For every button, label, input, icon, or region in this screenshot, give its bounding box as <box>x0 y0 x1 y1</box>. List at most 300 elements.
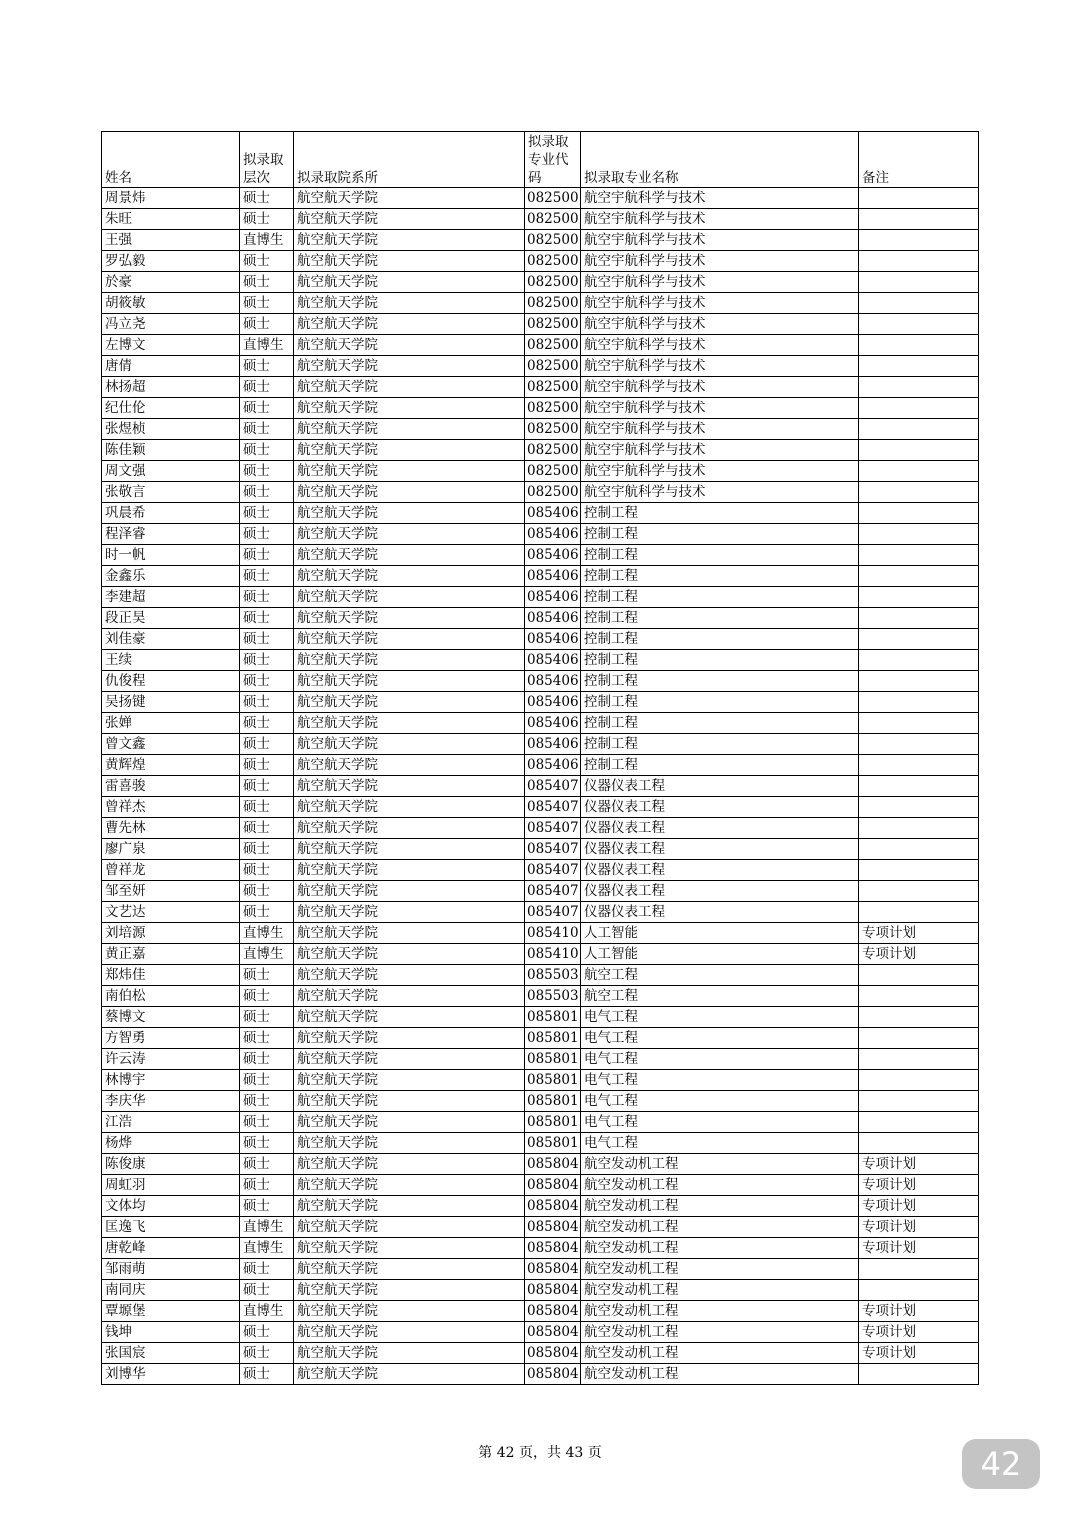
cell-major-code: 085406 <box>525 524 581 545</box>
cell-major-name: 航空发动机工程 <box>581 1154 859 1175</box>
cell-department: 航空航天学院 <box>294 755 525 776</box>
cell-note <box>859 1112 979 1133</box>
cell-major-code: 082500 <box>525 272 581 293</box>
cell-major-name: 控制工程 <box>581 755 859 776</box>
cell-department: 航空航天学院 <box>294 1091 525 1112</box>
cell-department: 航空航天学院 <box>294 797 525 818</box>
cell-level: 硕士 <box>240 356 294 377</box>
table-row <box>102 650 979 671</box>
cell-level: 硕士 <box>240 1322 294 1343</box>
cell-name: 钱坤 <box>102 1322 240 1343</box>
cell-name: 蔡博文 <box>102 1007 240 1028</box>
table-row <box>102 902 979 923</box>
cell-name: 罗弘毅 <box>102 251 240 272</box>
table-row <box>102 1049 979 1070</box>
cell-major-code: 085406 <box>525 503 581 524</box>
table-row <box>102 755 979 776</box>
cell-note <box>859 293 979 314</box>
cell-major-name: 航空发动机工程 <box>581 1217 859 1238</box>
cell-major-code: 082500 <box>525 377 581 398</box>
cell-note: 专项计划 <box>859 1322 979 1343</box>
table-row <box>102 314 979 335</box>
table-row <box>102 944 979 965</box>
cell-level: 硕士 <box>240 1112 294 1133</box>
cell-name: 张敬言 <box>102 482 240 503</box>
cell-major-code: 085406 <box>525 608 581 629</box>
cell-level: 硕士 <box>240 482 294 503</box>
cell-major-code: 085503 <box>525 965 581 986</box>
cell-note <box>859 1280 979 1301</box>
cell-major-code: 085407 <box>525 797 581 818</box>
cell-level: 直博生 <box>240 1301 294 1322</box>
table-row <box>102 1091 979 1112</box>
cell-major-name: 控制工程 <box>581 608 859 629</box>
cell-department: 航空航天学院 <box>294 1028 525 1049</box>
cell-department: 航空航天学院 <box>294 1280 525 1301</box>
cell-major-name: 电气工程 <box>581 1070 859 1091</box>
cell-major-code: 082500 <box>525 188 581 209</box>
cell-major-name: 控制工程 <box>581 587 859 608</box>
cell-major-code: 085804 <box>525 1175 581 1196</box>
cell-major-code: 082500 <box>525 335 581 356</box>
cell-major-name: 航空宇航科学与技术 <box>581 251 859 272</box>
cell-note <box>859 524 979 545</box>
cell-name: 方智勇 <box>102 1028 240 1049</box>
cell-name: 曾祥龙 <box>102 860 240 881</box>
table-row <box>102 230 979 251</box>
cell-note <box>859 839 979 860</box>
cell-major-code: 085804 <box>525 1217 581 1238</box>
cell-major-name: 航空发动机工程 <box>581 1301 859 1322</box>
cell-note <box>859 188 979 209</box>
table-row <box>102 1301 979 1322</box>
cell-major-name: 航空宇航科学与技术 <box>581 461 859 482</box>
cell-name: 金鑫乐 <box>102 566 240 587</box>
cell-note <box>859 755 979 776</box>
admission-table <box>101 131 979 1385</box>
cell-department: 航空航天学院 <box>294 1217 525 1238</box>
table-row <box>102 1133 979 1154</box>
cell-note <box>859 503 979 524</box>
cell-note: 专项计划 <box>859 1196 979 1217</box>
header-name: 姓名 <box>102 132 240 188</box>
cell-level: 硕士 <box>240 545 294 566</box>
cell-level: 硕士 <box>240 503 294 524</box>
cell-level: 硕士 <box>240 965 294 986</box>
cell-name: 胡筱敏 <box>102 293 240 314</box>
cell-level: 硕士 <box>240 1091 294 1112</box>
cell-name: 刘博华 <box>102 1364 240 1385</box>
table-row <box>102 272 979 293</box>
cell-name: 廖广泉 <box>102 839 240 860</box>
cell-note <box>859 1133 979 1154</box>
cell-note <box>859 587 979 608</box>
cell-note <box>859 356 979 377</box>
cell-department: 航空航天学院 <box>294 566 525 587</box>
cell-department: 航空航天学院 <box>294 587 525 608</box>
cell-major-name: 航空宇航科学与技术 <box>581 230 859 251</box>
table-row <box>102 503 979 524</box>
cell-major-code: 082500 <box>525 293 581 314</box>
cell-level: 硕士 <box>240 650 294 671</box>
cell-level: 硕士 <box>240 1259 294 1280</box>
cell-major-name: 电气工程 <box>581 1028 859 1049</box>
cell-major-code: 085801 <box>525 1028 581 1049</box>
table-row <box>102 356 979 377</box>
table-row <box>102 923 979 944</box>
cell-department: 航空航天学院 <box>294 461 525 482</box>
cell-name: 曾祥杰 <box>102 797 240 818</box>
table-row <box>102 419 979 440</box>
cell-name: 巩晨希 <box>102 503 240 524</box>
cell-level: 硕士 <box>240 1133 294 1154</box>
cell-department: 航空航天学院 <box>294 1238 525 1259</box>
cell-major-code: 085410 <box>525 923 581 944</box>
table-row <box>102 293 979 314</box>
cell-major-name: 航空宇航科学与技术 <box>581 272 859 293</box>
cell-level: 直博生 <box>240 944 294 965</box>
cell-major-name: 航空宇航科学与技术 <box>581 314 859 335</box>
cell-major-code: 085406 <box>525 629 581 650</box>
table-row <box>102 839 979 860</box>
table-row <box>102 1217 979 1238</box>
cell-note <box>859 797 979 818</box>
cell-note <box>859 902 979 923</box>
cell-level: 硕士 <box>240 629 294 650</box>
cell-name: 曾文鑫 <box>102 734 240 755</box>
cell-major-name: 电气工程 <box>581 1091 859 1112</box>
cell-major-name: 航空发动机工程 <box>581 1280 859 1301</box>
table-row <box>102 1364 979 1385</box>
cell-note: 专项计划 <box>859 1301 979 1322</box>
cell-department: 航空航天学院 <box>294 314 525 335</box>
page-number-badge: 42 <box>962 1439 1040 1489</box>
header-level: 拟录取层次 <box>240 132 294 188</box>
cell-major-name: 航空宇航科学与技术 <box>581 209 859 230</box>
cell-department: 航空航天学院 <box>294 209 525 230</box>
cell-name: 雷喜骏 <box>102 776 240 797</box>
cell-major-name: 控制工程 <box>581 734 859 755</box>
cell-major-name: 控制工程 <box>581 692 859 713</box>
cell-name: 陈俊康 <box>102 1154 240 1175</box>
cell-note <box>859 461 979 482</box>
cell-department: 航空航天学院 <box>294 923 525 944</box>
cell-major-name: 控制工程 <box>581 566 859 587</box>
cell-note: 专项计划 <box>859 1154 979 1175</box>
table-row <box>102 1259 979 1280</box>
cell-level: 直博生 <box>240 335 294 356</box>
cell-level: 硕士 <box>240 1049 294 1070</box>
table-row <box>102 209 979 230</box>
cell-note <box>859 965 979 986</box>
cell-major-name: 航空宇航科学与技术 <box>581 398 859 419</box>
cell-name: 左博文 <box>102 335 240 356</box>
cell-name: 於豪 <box>102 272 240 293</box>
cell-major-code: 085407 <box>525 818 581 839</box>
cell-level: 直博生 <box>240 1217 294 1238</box>
cell-major-code: 085406 <box>525 587 581 608</box>
cell-department: 航空航天学院 <box>294 944 525 965</box>
table-row <box>102 461 979 482</box>
cell-level: 硕士 <box>240 314 294 335</box>
cell-department: 航空航天学院 <box>294 230 525 251</box>
cell-major-name: 航空发动机工程 <box>581 1322 859 1343</box>
cell-level: 硕士 <box>240 692 294 713</box>
cell-major-name: 航空发动机工程 <box>581 1343 859 1364</box>
cell-major-code: 085406 <box>525 566 581 587</box>
cell-major-name: 电气工程 <box>581 1007 859 1028</box>
cell-note <box>859 629 979 650</box>
cell-level: 硕士 <box>240 1343 294 1364</box>
cell-major-name: 电气工程 <box>581 1133 859 1154</box>
cell-level: 硕士 <box>240 1007 294 1028</box>
cell-name: 仇俊程 <box>102 671 240 692</box>
cell-note: 专项计划 <box>859 923 979 944</box>
table-row <box>102 1196 979 1217</box>
table-body <box>102 188 979 1385</box>
table-row <box>102 671 979 692</box>
cell-level: 硕士 <box>240 755 294 776</box>
table-row <box>102 1028 979 1049</box>
cell-note: 专项计划 <box>859 1343 979 1364</box>
cell-major-code: 082500 <box>525 482 581 503</box>
page-footer: 第 42 页，共 43 页 <box>478 1445 602 1461</box>
cell-major-code: 085406 <box>525 650 581 671</box>
cell-level: 硕士 <box>240 251 294 272</box>
cell-department: 航空航天学院 <box>294 608 525 629</box>
cell-name: 周虹羽 <box>102 1175 240 1196</box>
cell-department: 航空航天学院 <box>294 1175 525 1196</box>
cell-note <box>859 881 979 902</box>
table-header-row <box>102 132 979 188</box>
cell-department: 航空航天学院 <box>294 440 525 461</box>
cell-major-name: 电气工程 <box>581 1112 859 1133</box>
cell-department: 航空航天学院 <box>294 356 525 377</box>
table-row <box>102 545 979 566</box>
table-row <box>102 1238 979 1259</box>
cell-level: 直博生 <box>240 1238 294 1259</box>
cell-department: 航空航天学院 <box>294 629 525 650</box>
cell-major-name: 航空发动机工程 <box>581 1364 859 1385</box>
header-major-code: 拟录取专业代码 <box>525 132 581 188</box>
cell-name: 周景炜 <box>102 188 240 209</box>
cell-note <box>859 734 979 755</box>
cell-level: 硕士 <box>240 1196 294 1217</box>
cell-department: 航空航天学院 <box>294 713 525 734</box>
cell-major-name: 人工智能 <box>581 923 859 944</box>
cell-name: 周文强 <box>102 461 240 482</box>
cell-level: 直博生 <box>240 923 294 944</box>
cell-department: 航空航天学院 <box>294 251 525 272</box>
cell-name: 张国宸 <box>102 1343 240 1364</box>
cell-note <box>859 377 979 398</box>
cell-major-code: 082500 <box>525 314 581 335</box>
cell-name: 黄正嘉 <box>102 944 240 965</box>
cell-department: 航空航天学院 <box>294 734 525 755</box>
cell-name: 时一帆 <box>102 545 240 566</box>
cell-major-code: 085804 <box>525 1196 581 1217</box>
cell-major-code: 085406 <box>525 755 581 776</box>
cell-note <box>859 251 979 272</box>
cell-department: 航空航天学院 <box>294 1070 525 1091</box>
cell-department: 航空航天学院 <box>294 965 525 986</box>
cell-major-code: 085801 <box>525 1091 581 1112</box>
table-row <box>102 1112 979 1133</box>
cell-note <box>859 860 979 881</box>
cell-name: 江浩 <box>102 1112 240 1133</box>
cell-name: 纪仕伦 <box>102 398 240 419</box>
cell-name: 匡逸飞 <box>102 1217 240 1238</box>
cell-level: 硕士 <box>240 1364 294 1385</box>
table-row <box>102 1070 979 1091</box>
cell-major-name: 航空工程 <box>581 965 859 986</box>
cell-note <box>859 1259 979 1280</box>
cell-department: 航空航天学院 <box>294 272 525 293</box>
cell-department: 航空航天学院 <box>294 881 525 902</box>
cell-level: 硕士 <box>240 566 294 587</box>
cell-department: 航空航天学院 <box>294 398 525 419</box>
cell-name: 郑炜佳 <box>102 965 240 986</box>
cell-name: 覃塬堡 <box>102 1301 240 1322</box>
cell-department: 航空航天学院 <box>294 1343 525 1364</box>
cell-note <box>859 1028 979 1049</box>
cell-major-code: 082500 <box>525 209 581 230</box>
cell-note <box>859 671 979 692</box>
cell-level: 硕士 <box>240 860 294 881</box>
cell-level: 硕士 <box>240 398 294 419</box>
cell-department: 航空航天学院 <box>294 335 525 356</box>
cell-major-name: 仪器仪表工程 <box>581 902 859 923</box>
table-row <box>102 986 979 1007</box>
cell-major-name: 航空宇航科学与技术 <box>581 293 859 314</box>
cell-level: 硕士 <box>240 1280 294 1301</box>
cell-note <box>859 1364 979 1385</box>
cell-major-code: 085804 <box>525 1238 581 1259</box>
cell-major-code: 085406 <box>525 671 581 692</box>
cell-name: 文体均 <box>102 1196 240 1217</box>
cell-major-code: 085801 <box>525 1049 581 1070</box>
cell-note <box>859 230 979 251</box>
cell-department: 航空航天学院 <box>294 293 525 314</box>
cell-major-name: 仪器仪表工程 <box>581 776 859 797</box>
cell-major-code: 085801 <box>525 1133 581 1154</box>
cell-level: 硕士 <box>240 209 294 230</box>
cell-major-name: 航空宇航科学与技术 <box>581 188 859 209</box>
cell-note <box>859 566 979 587</box>
cell-major-code: 082500 <box>525 461 581 482</box>
cell-major-code: 085410 <box>525 944 581 965</box>
cell-note <box>859 650 979 671</box>
cell-level: 硕士 <box>240 734 294 755</box>
table-row <box>102 776 979 797</box>
cell-note <box>859 692 979 713</box>
cell-major-code: 085804 <box>525 1259 581 1280</box>
cell-major-name: 控制工程 <box>581 629 859 650</box>
table-row <box>102 881 979 902</box>
cell-major-name: 航空宇航科学与技术 <box>581 335 859 356</box>
table-row <box>102 797 979 818</box>
cell-note <box>859 986 979 1007</box>
cell-major-code: 085407 <box>525 902 581 923</box>
cell-major-name: 仪器仪表工程 <box>581 797 859 818</box>
cell-major-name: 航空发动机工程 <box>581 1259 859 1280</box>
cell-major-code: 085804 <box>525 1343 581 1364</box>
table-row <box>102 1322 979 1343</box>
cell-level: 硕士 <box>240 1028 294 1049</box>
cell-major-code: 085407 <box>525 881 581 902</box>
cell-note <box>859 419 979 440</box>
cell-major-name: 航空宇航科学与技术 <box>581 440 859 461</box>
cell-major-name: 航空宇航科学与技术 <box>581 419 859 440</box>
cell-level: 硕士 <box>240 818 294 839</box>
cell-name: 朱旺 <box>102 209 240 230</box>
cell-major-name: 电气工程 <box>581 1049 859 1070</box>
cell-major-code: 085406 <box>525 545 581 566</box>
cell-department: 航空航天学院 <box>294 545 525 566</box>
cell-name: 程泽睿 <box>102 524 240 545</box>
cell-name: 南同庆 <box>102 1280 240 1301</box>
cell-level: 直博生 <box>240 230 294 251</box>
cell-name: 吴扬键 <box>102 692 240 713</box>
cell-major-name: 航空发动机工程 <box>581 1238 859 1259</box>
cell-major-code: 085804 <box>525 1301 581 1322</box>
cell-name: 李建超 <box>102 587 240 608</box>
table-row <box>102 608 979 629</box>
cell-name: 李庆华 <box>102 1091 240 1112</box>
cell-level: 硕士 <box>240 377 294 398</box>
table-row <box>102 713 979 734</box>
cell-note: 专项计划 <box>859 944 979 965</box>
cell-name: 刘培源 <box>102 923 240 944</box>
table-row <box>102 251 979 272</box>
cell-department: 航空航天学院 <box>294 1196 525 1217</box>
cell-department: 航空航天学院 <box>294 776 525 797</box>
cell-level: 硕士 <box>240 713 294 734</box>
cell-name: 段正昊 <box>102 608 240 629</box>
cell-major-name: 仪器仪表工程 <box>581 818 859 839</box>
cell-major-code: 085503 <box>525 986 581 1007</box>
cell-name: 王强 <box>102 230 240 251</box>
cell-note <box>859 335 979 356</box>
cell-department: 航空航天学院 <box>294 419 525 440</box>
cell-major-code: 085407 <box>525 860 581 881</box>
cell-level: 硕士 <box>240 1175 294 1196</box>
table-row <box>102 629 979 650</box>
cell-note: 专项计划 <box>859 1217 979 1238</box>
cell-name: 林博宇 <box>102 1070 240 1091</box>
cell-note <box>859 713 979 734</box>
table-row <box>102 188 979 209</box>
cell-level: 硕士 <box>240 419 294 440</box>
cell-major-name: 控制工程 <box>581 671 859 692</box>
cell-department: 航空航天学院 <box>294 1112 525 1133</box>
cell-name: 黄辉煌 <box>102 755 240 776</box>
cell-major-name: 航空发动机工程 <box>581 1175 859 1196</box>
cell-name: 张煜桢 <box>102 419 240 440</box>
cell-note <box>859 398 979 419</box>
table-row <box>102 482 979 503</box>
cell-level: 硕士 <box>240 440 294 461</box>
cell-level: 硕士 <box>240 881 294 902</box>
table-row <box>102 1154 979 1175</box>
cell-name: 陈佳颖 <box>102 440 240 461</box>
cell-name: 邹雨萌 <box>102 1259 240 1280</box>
cell-name: 杨烨 <box>102 1133 240 1154</box>
table-row <box>102 524 979 545</box>
cell-major-code: 085801 <box>525 1007 581 1028</box>
cell-department: 航空航天学院 <box>294 188 525 209</box>
table-row <box>102 860 979 881</box>
